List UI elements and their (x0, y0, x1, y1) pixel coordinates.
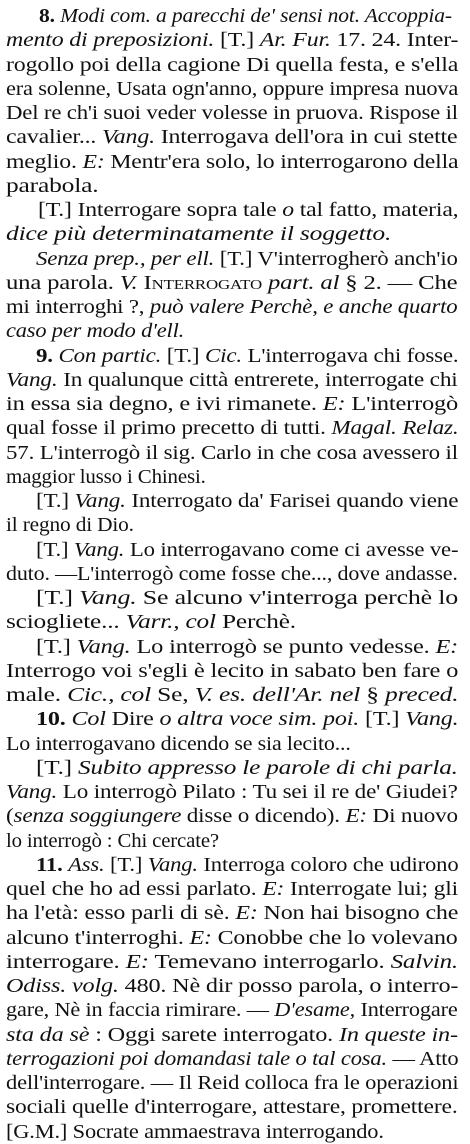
text-run: Varr., col (125, 611, 216, 634)
text-run: disse o dicendo). (181, 805, 346, 828)
text-line (38, 198, 458, 222)
text-run: Lo interrogò Pilato : Tu sei il re de' Giudei? (57, 781, 458, 803)
text-run: : Oggi sarete interrogato. (89, 1023, 339, 1046)
text-run: terrogazioni poi domandasi tale o tal cosa. (6, 1047, 387, 1070)
text-run: Di nuovo (366, 805, 458, 828)
text-line (6, 901, 458, 925)
text-run: duto. —L'interrogò come fosse che..., dove andasse. (6, 562, 458, 585)
text-run: § (360, 684, 386, 706)
text-run: E: (345, 805, 367, 828)
text-run: Vang. (102, 126, 155, 149)
text-line (6, 1095, 458, 1119)
text-run: [T.] (104, 853, 148, 876)
text-run: 480. Nè dir posso parola, o interro- (118, 975, 459, 997)
text-line (6, 950, 458, 974)
text-run: Vang. (76, 635, 131, 658)
text-run: 17. 24. Inter- (330, 29, 459, 52)
text-run: [T.] (161, 344, 205, 367)
text-run: preced. (385, 684, 459, 706)
text-run: § 2. — Che (339, 271, 458, 294)
text-line (6, 732, 351, 756)
text-run: — Atto (386, 1047, 459, 1070)
text-run: part. al (261, 271, 340, 294)
text-run: qual fosse il primo precetto di tutti. (6, 417, 332, 440)
text-line (6, 513, 134, 537)
text-line (6, 392, 458, 416)
text-line (6, 77, 458, 101)
text-line (36, 247, 458, 271)
text-run: 10. (36, 708, 72, 731)
text-line (6, 416, 458, 440)
text-run: [T.] (36, 490, 75, 512)
text-run: E: (435, 635, 459, 658)
text-run: Perchè. (215, 611, 296, 634)
text-run: Conobbe che lo volevano (211, 926, 458, 949)
text-line (6, 271, 457, 295)
text-line (6, 319, 184, 343)
text-run: D'esame, (274, 999, 356, 1022)
text-run: Interrogava dell'ora in cui stette (154, 126, 458, 149)
text-line (6, 174, 98, 198)
text-run: gare, Nè in faccia rimirare. — (6, 999, 275, 1022)
text-run: o altra voce sim. poi. (159, 708, 360, 731)
text-run: in essa sia degno, e ivi rimanete. (6, 393, 323, 415)
text-run: L'interrogava chi fosse. (241, 344, 459, 367)
text-run: alcuno t'interroghi. (6, 926, 190, 949)
text-line (6, 877, 458, 901)
text-run: [G.M.] Socrate ammaestrava interrogando. (6, 1120, 384, 1143)
text-line (39, 4, 452, 28)
text-run: Modi com. a parecchi de' sensi not. Accoppia- (60, 5, 452, 27)
text-run: [T.] (36, 635, 77, 658)
text-line (6, 222, 391, 246)
text-run: tal fatto, materia, (293, 199, 459, 221)
text-run: E: (262, 878, 285, 900)
text-run: quel che ho ad essi parlato. (6, 878, 263, 900)
text-run: E: (189, 926, 212, 949)
text-run: [T.] (359, 708, 406, 731)
text-run: Non hai bisogno che (257, 902, 459, 925)
text-run: 9. (36, 344, 59, 367)
text-line (6, 101, 458, 125)
text-line (36, 635, 458, 659)
text-run: Se alcuno v'interroga perchè lo (136, 587, 459, 609)
text-run: Magal. Relaz. (331, 417, 459, 440)
text-run: Se, (150, 684, 195, 706)
text-run: 11. (36, 853, 69, 876)
text-run: Interrogate lui; gli (284, 878, 458, 900)
text-run: Interrogato da' Farisei quando viene (125, 490, 459, 512)
text-run: Vang. (6, 781, 58, 803)
text-run: Interrogo voi s'egli è lecito in sabato ben fare o (6, 659, 459, 682)
text-run: In qualunque città entrerete, interrogate chi (57, 368, 458, 391)
text-run: Interrogare (355, 999, 458, 1022)
text-line (6, 926, 458, 950)
text-run: Lo interrogavano dicendo se sia lecito... (6, 732, 351, 755)
text-line (6, 150, 458, 174)
text-line (36, 707, 459, 731)
text-run: Vang. (74, 490, 126, 512)
text-run: Vang. (405, 708, 459, 731)
text-line (6, 53, 458, 77)
text-run: Vang. (79, 587, 137, 609)
text-line (6, 829, 219, 853)
text-line (36, 586, 458, 610)
text-run: lo interrogò : Chi cercate? (6, 829, 219, 852)
text-run: dice più determinatamente il soggetto. (6, 223, 392, 246)
text-run: mento di preposizioni. (6, 29, 215, 52)
text-line (6, 804, 458, 828)
text-run: cavalier... (6, 126, 103, 149)
text-run: Interroga coloro che udirono (197, 853, 459, 876)
text-line (6, 28, 458, 52)
text-run: mi interroghi ?, (6, 296, 150, 318)
text-run: una parola. (6, 271, 120, 294)
text-run: In queste in- (338, 1023, 458, 1046)
text-line (6, 441, 458, 465)
text-run: Ar. Fur. (259, 29, 331, 52)
text-line (36, 538, 458, 562)
text-run: Interrogato (137, 271, 262, 294)
text-run: interrogare. (6, 950, 126, 973)
text-run: Ass. (68, 853, 105, 876)
text-run: Cic. (204, 344, 242, 367)
text-run: Senza prep., per ell. (36, 247, 215, 270)
text-run: sta da sè (6, 1023, 90, 1046)
text-run: Odiss. volg. (6, 975, 119, 997)
text-run: Del re ch'i suoi veder volesse in pruova. Rispose il (6, 102, 458, 124)
text-run: può valere Perchè, e anche quarto (149, 296, 458, 318)
text-run: [T.] V'interrogherò anch'io (214, 247, 458, 270)
text-run: E: (235, 902, 258, 925)
text-run: Con partic. (58, 344, 162, 367)
text-run: senza soggiungere (13, 805, 182, 828)
text-run: ha l'età: esso parli di sè. (6, 902, 236, 925)
text-run: sociali quelle d'interrogare, attestare, promettere. (6, 1096, 458, 1119)
text-run: Dire (105, 708, 160, 731)
text-line (36, 489, 458, 513)
text-line (6, 1120, 384, 1144)
text-run: Vang. (73, 538, 125, 561)
text-line (6, 1047, 458, 1071)
text-line (6, 683, 458, 707)
text-line (6, 368, 458, 392)
text-run: [T.] (36, 756, 79, 779)
text-line (6, 659, 458, 683)
text-run: ( (6, 805, 14, 828)
text-line (6, 1023, 458, 1047)
text-run: era solenne, Usata ogn'anno, oppure impresa nuova (6, 77, 459, 100)
text-line (6, 465, 206, 489)
text-run: caso per modo d'ell. (6, 320, 185, 343)
text-line (6, 295, 458, 319)
text-run: E: (322, 393, 346, 415)
text-run: Cic., col (67, 684, 151, 706)
text-run: Subito appresso le parole di chi parla. (78, 756, 458, 779)
text-run: rogollo poi della cagione Di quella festa, e s'ella (6, 53, 459, 76)
text-line (6, 562, 458, 586)
text-run: V. (119, 271, 138, 294)
text-run: Vang. (6, 368, 58, 391)
text-run: maggior lusso i Chinesi. (6, 465, 206, 488)
text-run: 57. L'interrogò il sig. Carlo in che cosa avessero il (6, 441, 458, 464)
text-run: sciogliete... (6, 611, 126, 634)
text-run: Mentr'era solo, lo interrogarono della (104, 150, 459, 173)
text-line (6, 998, 458, 1022)
text-line (36, 344, 459, 368)
text-run: L'interrogò (345, 393, 459, 415)
text-line (6, 610, 296, 634)
text-run: dell'interrogare. — Il Reid colloca fra le operazioni (6, 1072, 459, 1094)
text-line (6, 780, 458, 804)
text-run: 8. (39, 5, 61, 27)
text-run: o (282, 199, 294, 221)
text-run: meglio. (6, 150, 83, 173)
text-run: Salvin. (390, 950, 458, 973)
text-run: Lo interrogò se punto vedesse. (130, 635, 436, 658)
text-run: il regno di Dio. (6, 514, 134, 537)
text-line (6, 125, 457, 149)
text-run: Temevano interrogarlo. (148, 950, 391, 973)
text-line (36, 853, 458, 877)
text-run: Col (71, 708, 106, 731)
text-run: Lo interrogavano come ci avesse ve- (124, 538, 459, 561)
dictionary-page (6, 4, 464, 1143)
text-run: [T.] Interrogare sopra tale (38, 199, 283, 221)
text-run: parabola. (6, 174, 99, 197)
text-line (6, 1071, 458, 1095)
text-run: [T.] (36, 587, 80, 609)
text-run: [T.] (214, 29, 260, 52)
text-run: Vang. (147, 853, 198, 876)
text-line (6, 974, 458, 998)
text-run: [T.] (36, 538, 74, 561)
text-run: E: (125, 950, 149, 973)
text-run: V. es. dell'Ar. nel (194, 684, 361, 706)
text-line (36, 756, 458, 780)
text-run: E: (82, 150, 105, 173)
text-run: male. (6, 684, 68, 706)
